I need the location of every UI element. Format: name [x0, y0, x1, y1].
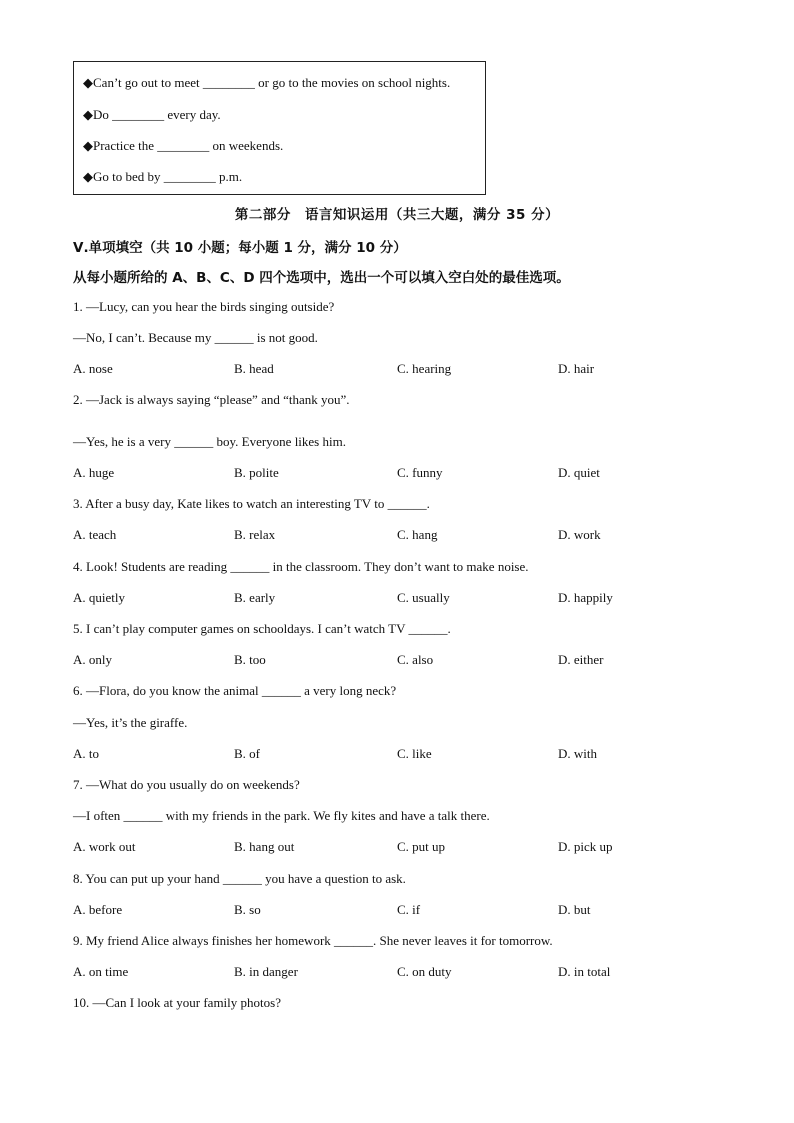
option-c: C. put up — [397, 839, 446, 854]
option-d: D. with — [558, 746, 597, 761]
option-a: A. quietly — [73, 590, 125, 605]
answer-line-7: —I often ______ with my friends in the park. We fly kites and have a talk there. — [73, 808, 490, 823]
option-d: D. either — [558, 652, 604, 667]
question-9: 9. My friend Alice always finishes her homework ______. She never leaves it for tomorrow. — [73, 933, 553, 948]
option-b: B. too — [234, 652, 266, 667]
option-d: D. hair — [558, 361, 595, 376]
question-5: 5. I can’t play computer games on schooldays. I can’t watch TV ______. — [73, 621, 451, 636]
option-a: A. on time — [73, 964, 129, 979]
question-6: 6. —Flora, do you know the animal ______ a very long neck? — [73, 683, 397, 698]
option-b: B. hang out — [234, 839, 295, 854]
instruction: 从每小题所给的 A、B、C、D 四个选项中，选出一个可以填入空白处的最佳选项。 — [73, 270, 570, 286]
option-a: A. huge — [73, 465, 115, 480]
option-a: A. work out — [73, 839, 136, 854]
option-b: B. in danger — [234, 964, 298, 979]
option-a: A. teach — [73, 527, 117, 542]
rule-line: ◆Go to bed by ________ p.m. — [83, 169, 243, 184]
option-a: A. before — [73, 902, 123, 917]
rule-line: ◆Can’t go out to meet ________ or go to the movies on school nights. — [83, 75, 451, 90]
option-c: C. usually — [397, 590, 450, 605]
question-2: 2. —Jack is always saying “please” and “thank you”. — [73, 392, 350, 407]
question-10: 10. —Can I look at your family photos? — [73, 995, 281, 1010]
section-heading: Ⅴ.单项填空（共 10 小题；每小题 1 分，满分 10 分） — [73, 240, 407, 256]
answer-line-6: —Yes, it’s the giraffe. — [73, 715, 188, 730]
question-7: 7. —What do you usually do on weekends? — [73, 777, 300, 792]
question-4: 4. Look! Students are reading ______ in the classroom. They don’t want to make noise. — [73, 559, 529, 574]
option-d: D. work — [558, 527, 601, 542]
option-c: C. like — [397, 746, 432, 761]
option-d: D. in total — [558, 964, 611, 979]
answer-line-2: —Yes, he is a very ______ boy. Everyone likes him. — [73, 434, 346, 449]
option-b: B. relax — [234, 527, 276, 542]
option-c: C. on duty — [397, 964, 452, 979]
option-a: A. nose — [73, 361, 113, 376]
option-c: C. hearing — [397, 361, 452, 376]
option-d: D. but — [558, 902, 591, 917]
option-b: B. head — [234, 361, 274, 376]
rule-line: ◆Do ________ every day. — [83, 107, 221, 122]
option-c: C. if — [397, 902, 421, 917]
rule-line: ◆Practice the ________ on weekends. — [83, 138, 284, 153]
question-1: 1. —Lucy, can you hear the birds singing outside? — [73, 299, 335, 314]
option-b: B. so — [234, 902, 261, 917]
option-c: C. also — [397, 652, 434, 667]
rules-box — [73, 61, 486, 195]
question-8: 8. You can put up your hand ______ you have a question to ask. — [73, 871, 406, 886]
question-3: 3. After a busy day, Kate likes to watch an interesting TV to ______. — [73, 496, 430, 511]
option-d: D. pick up — [558, 839, 613, 854]
option-d: D. quiet — [558, 465, 600, 480]
option-b: B. early — [234, 590, 276, 605]
part-title: 第二部分 语言知识运用（共三大题，满分 35 分） — [234, 207, 560, 223]
option-c: C. hang — [397, 527, 438, 542]
option-a: A. to — [73, 746, 99, 761]
option-a: A. only — [73, 652, 112, 667]
option-b: B. of — [234, 746, 260, 761]
option-b: B. polite — [234, 465, 279, 480]
answer-line-1: —No, I can’t. Because my ______ is not good. — [73, 330, 318, 345]
option-d: D. happily — [558, 590, 613, 605]
option-c: C. funny — [397, 465, 443, 480]
